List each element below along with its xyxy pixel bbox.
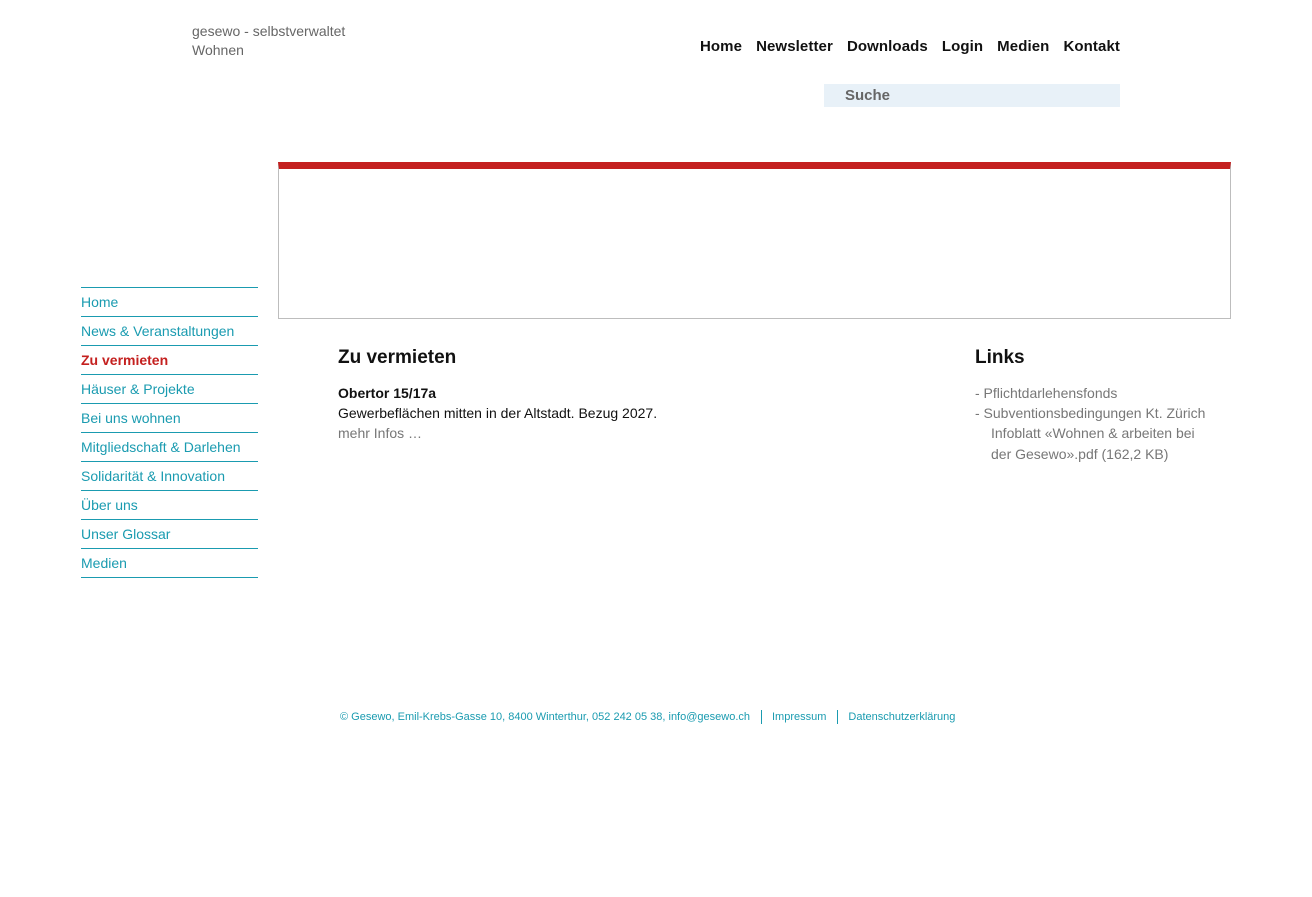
- header-banner: [278, 162, 1231, 319]
- footer-impressum-link[interactable]: Impressum: [772, 711, 827, 723]
- site-tagline: [192, 22, 392, 60]
- page-title: Zu vermieten: [338, 347, 457, 368]
- sidebar-item-bei-uns-wohnen: [81, 404, 258, 433]
- sidebar-item-glossar: [81, 520, 258, 549]
- top-nav-home[interactable]: Home: [699, 38, 743, 55]
- sidebar-item-medien: [81, 549, 258, 578]
- links-title: Links: [975, 347, 1025, 368]
- sidebar-item-home: [81, 288, 258, 317]
- links-sidebar: [975, 347, 1215, 465]
- main-content: [338, 347, 898, 444]
- footer: [340, 710, 955, 724]
- tagline-line-2: Wohnen: [192, 42, 244, 58]
- sidebar-link-mitgliedschaft[interactable]: Mitgliedschaft & Darlehen: [81, 439, 241, 455]
- sidebar-link-solidaritaet[interactable]: Solidarität & Innovation: [81, 468, 225, 484]
- sidebar-navigation: [81, 287, 258, 578]
- top-nav-kontakt[interactable]: Kontakt: [1063, 38, 1120, 55]
- sidebar-item-solidaritaet: [81, 462, 258, 491]
- sidebar-item-zu-vermieten: [81, 346, 258, 375]
- links-list: [975, 383, 1215, 465]
- sidebar-link-glossar[interactable]: Unser Glossar: [81, 526, 171, 542]
- search-input[interactable]: [824, 84, 1120, 107]
- sidebar-link-medien[interactable]: Medien: [81, 555, 127, 571]
- sidebar-item-haeuser-projekte: [81, 375, 258, 404]
- link-pflichtdarlehensfonds[interactable]: - Pflichtdarlehensfonds: [975, 385, 1118, 401]
- link-item: [975, 383, 1215, 403]
- sidebar-item-news: [81, 317, 258, 346]
- footer-divider: [761, 710, 762, 724]
- more-info-link[interactable]: mehr Infos …: [338, 425, 423, 441]
- sidebar-link-bei-uns-wohnen[interactable]: Bei uns wohnen: [81, 410, 181, 426]
- top-nav-medien[interactable]: Medien: [997, 38, 1050, 55]
- footer-divider: [837, 710, 838, 724]
- sidebar-link-news[interactable]: News & Veranstaltungen: [81, 323, 235, 339]
- footer-datenschutz-link[interactable]: Datenschutzerklärung: [848, 711, 956, 723]
- listing-description: Gewerbeflächen mitten in der Altstadt. Bezug 2027.: [338, 405, 658, 421]
- sidebar-item-mitgliedschaft: [81, 433, 258, 462]
- link-item: [975, 403, 1215, 465]
- listing-title: Obertor 15/17a: [338, 385, 437, 401]
- link-infoblatt-pdf[interactable]: Infoblatt «Wohnen & arbeiten bei der Gesewo».pdf (162,2 KB): [991, 425, 1195, 462]
- top-nav-newsletter[interactable]: Newsletter: [756, 38, 833, 55]
- sidebar-link-home[interactable]: Home: [81, 294, 119, 310]
- sidebar-item-ueber-uns: [81, 491, 258, 520]
- link-subventionsbedingungen[interactable]: - Subventionsbedingungen Kt. Zürich: [975, 405, 1206, 421]
- sidebar-link-ueber-uns[interactable]: Über uns: [81, 497, 138, 513]
- tagline-line-1: gesewo - selbstverwaltet: [192, 23, 346, 39]
- top-navigation: [700, 38, 1120, 55]
- top-nav-login[interactable]: Login: [941, 38, 984, 55]
- top-nav-downloads[interactable]: Downloads: [846, 38, 928, 55]
- footer-copyright: © Gesewo, Emil-Krebs-Gasse 10, 8400 Winterthur, 052 242 05 38, info@gesewo.ch: [340, 711, 750, 723]
- sidebar-link-zu-vermieten[interactable]: Zu vermieten: [81, 352, 169, 368]
- sidebar-link-haeuser-projekte[interactable]: Häuser & Projekte: [81, 381, 195, 397]
